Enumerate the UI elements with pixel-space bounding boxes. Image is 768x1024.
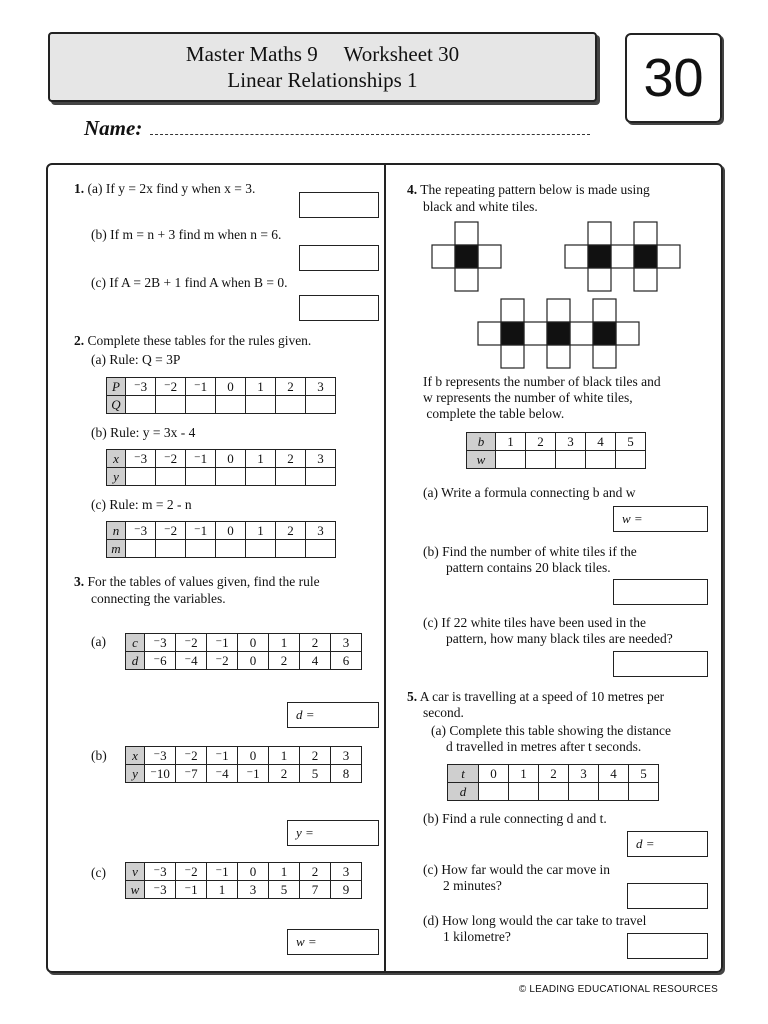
- table-row: [126, 881, 362, 899]
- table-cell: 1: [246, 522, 276, 540]
- table-row: [448, 765, 659, 783]
- blank-cell[interactable]: [306, 540, 336, 558]
- table-cell: 3: [556, 433, 586, 451]
- table-row: [107, 540, 336, 558]
- table-cell: y: [126, 765, 145, 783]
- table-cell: 1: [509, 765, 539, 783]
- q3-c-table: [125, 862, 362, 899]
- table-cell: 2: [276, 450, 306, 468]
- table-row: [126, 765, 362, 783]
- table-cell: 2: [526, 433, 556, 451]
- table-cell: ⁻1: [207, 863, 238, 881]
- table-cell: P: [107, 378, 126, 396]
- blank-cell[interactable]: [586, 451, 616, 469]
- table-cell: w: [126, 881, 145, 899]
- blank-cell[interactable]: [276, 540, 306, 558]
- q3-a-label: (a): [91, 634, 106, 649]
- q2-b-rule: (b) Rule: y = 3x - 4: [91, 425, 196, 440]
- q3-b-answer-box[interactable]: y =: [287, 820, 379, 846]
- q4-c-answer-box[interactable]: [613, 651, 708, 677]
- worksheet-subtitle: Linear Relationships 1: [227, 68, 418, 92]
- table-cell: d: [126, 652, 145, 670]
- table-cell: 5: [629, 765, 659, 783]
- q4-intro-line1: The repeating pattern below is made using: [420, 182, 650, 197]
- table-cell: ⁻3: [145, 881, 176, 899]
- q4-b-text-line1: (b) Find the number of white tiles if the: [423, 544, 637, 559]
- table-cell: 1: [207, 881, 238, 899]
- table-cell: x: [126, 747, 145, 765]
- table-cell: 3: [331, 634, 362, 652]
- q4-c-text-line2: pattern, how many black tiles are needed?: [446, 631, 673, 646]
- table-cell: c: [126, 634, 145, 652]
- blank-cell[interactable]: [216, 468, 246, 486]
- table-cell: ⁻3: [145, 863, 176, 881]
- table-cell: 8: [331, 765, 362, 783]
- q3-b-table-wrap: [125, 746, 362, 783]
- table-cell: 2: [269, 652, 300, 670]
- table-cell: 3: [331, 747, 362, 765]
- table-cell: ⁻2: [176, 634, 207, 652]
- table-cell: ⁻1: [186, 378, 216, 396]
- blank-cell[interactable]: [556, 451, 586, 469]
- table-cell: 1: [269, 863, 300, 881]
- q3-intro-line2: connecting the variables.: [91, 591, 226, 606]
- q3-c-label: (c): [91, 865, 106, 880]
- blank-cell[interactable]: [246, 540, 276, 558]
- table-row: [448, 783, 659, 801]
- blank-cell[interactable]: [306, 468, 336, 486]
- blank-cell[interactable]: [599, 783, 629, 801]
- table-cell: 0: [238, 747, 269, 765]
- q1-b-text: (b) If m = n + 3 find m when n = 6.: [91, 227, 282, 242]
- table-cell: 2: [276, 522, 306, 540]
- q3-intro: [74, 574, 320, 590]
- table-cell: x: [107, 450, 126, 468]
- table-cell: ⁻2: [156, 450, 186, 468]
- table-cell: ⁻3: [126, 450, 156, 468]
- q4-a-answer-box[interactable]: w =: [613, 506, 708, 532]
- q4-text-line1: If b represents the number of black tiles and: [423, 374, 661, 389]
- table-cell: 3: [306, 450, 336, 468]
- table-cell: ⁻3: [145, 747, 176, 765]
- name-label: Name:: [84, 116, 143, 140]
- table-row: [107, 450, 336, 468]
- q1-c-text: (c) If A = 2B + 1 find A when B = 0.: [91, 275, 288, 290]
- table-cell: 4: [599, 765, 629, 783]
- q3-a-table-wrap: [125, 633, 362, 670]
- table-cell: 2: [300, 747, 331, 765]
- q3-intro-line1: For the tables of values given, find the rule: [87, 574, 320, 589]
- q4-text-line3: complete the table below.: [423, 406, 565, 421]
- tile-pattern-2: [565, 222, 680, 291]
- q5-c-text-line1: (c) How far would the car move in: [423, 862, 611, 877]
- q2-number: 2.: [74, 333, 85, 348]
- q4-b-text-line2: pattern contains 20 black tiles.: [446, 560, 611, 575]
- table-cell: 6: [331, 652, 362, 670]
- table-cell: 3: [569, 765, 599, 783]
- worksheet-number: 30: [625, 33, 722, 123]
- table-cell: ⁻7: [176, 765, 207, 783]
- blank-cell[interactable]: [496, 451, 526, 469]
- table-cell: ⁻1: [186, 522, 216, 540]
- q4-table: [466, 432, 646, 469]
- blank-cell[interactable]: [479, 783, 509, 801]
- table-cell: 0: [216, 522, 246, 540]
- table-cell: 2: [269, 765, 300, 783]
- table-cell: 2: [276, 378, 306, 396]
- q3-a-answer-box[interactable]: d =: [287, 702, 379, 728]
- q5-intro-line1: A car is travelling at a speed of 10 metres per: [419, 689, 665, 704]
- q2-intro-text: Complete these tables for the rules given.: [87, 333, 312, 348]
- table-cell: y: [107, 468, 126, 486]
- blank-cell[interactable]: [276, 468, 306, 486]
- blank-cell[interactable]: [216, 540, 246, 558]
- q2-b-table-wrap: [106, 449, 336, 486]
- table-cell: 1: [496, 433, 526, 451]
- table-row: [467, 433, 646, 451]
- q2-c-rule: (c) Rule: m = 2 - n: [91, 497, 192, 512]
- blank-cell[interactable]: [616, 451, 646, 469]
- table-cell: 1: [269, 747, 300, 765]
- table-cell: ⁻1: [238, 765, 269, 783]
- blank-cell[interactable]: [186, 540, 216, 558]
- table-cell: Q: [107, 396, 126, 414]
- q2-b-table: [106, 449, 336, 486]
- table-cell: ⁻4: [207, 765, 238, 783]
- table-cell: 0: [216, 378, 246, 396]
- q5-table-wrap: [447, 764, 659, 801]
- table-cell: 0: [238, 634, 269, 652]
- table-cell: ⁻2: [156, 378, 186, 396]
- table-cell: 0: [216, 450, 246, 468]
- table-cell: 0: [479, 765, 509, 783]
- table-cell: 5: [269, 881, 300, 899]
- tile-pattern-figure: [0, 0, 768, 400]
- blank-cell[interactable]: [246, 468, 276, 486]
- table-cell: 0: [238, 652, 269, 670]
- q5-table: [447, 764, 659, 801]
- table-row: [126, 863, 362, 881]
- table-cell: 7: [300, 881, 331, 899]
- q2-c-table: [106, 521, 336, 558]
- table-cell: 3: [306, 378, 336, 396]
- table-cell: 1: [246, 378, 276, 396]
- blank-cell[interactable]: [629, 783, 659, 801]
- table-cell: ⁻1: [207, 634, 238, 652]
- q5-d-text-line2: 1 kilometre?: [443, 929, 511, 944]
- q5-a-text-line1: (a) Complete this table showing the distance: [431, 723, 671, 738]
- q4-a-text: (a) Write a formula connecting b and w: [423, 485, 636, 500]
- blank-cell[interactable]: [156, 468, 186, 486]
- table-row: [126, 652, 362, 670]
- table-row: [126, 634, 362, 652]
- q3-number: 3.: [74, 574, 85, 589]
- table-row: [467, 451, 646, 469]
- table-cell: b: [467, 433, 496, 451]
- table-cell: 5: [616, 433, 646, 451]
- table-cell: 1: [246, 450, 276, 468]
- q1-number: 1.: [74, 181, 85, 196]
- table-cell: ⁻1: [207, 747, 238, 765]
- blank-cell[interactable]: [186, 468, 216, 486]
- table-cell: v: [126, 863, 145, 881]
- copyright-footer: © LEADING EDUCATIONAL RESOURCES: [518, 984, 718, 995]
- table-cell: 5: [300, 765, 331, 783]
- q3-c-table-wrap: [125, 862, 362, 899]
- table-cell: ⁻3: [126, 378, 156, 396]
- q5-d-answer-box[interactable]: [627, 933, 708, 959]
- q4-text-line2: w represents the number of white tiles,: [423, 390, 633, 405]
- q3-c-answer-box[interactable]: w =: [287, 929, 379, 955]
- table-cell: ⁻2: [176, 863, 207, 881]
- q5-c-text-line2: 2 minutes?: [443, 878, 502, 893]
- table-cell: 3: [238, 881, 269, 899]
- table-cell: 1: [269, 634, 300, 652]
- table-cell: 4: [300, 652, 331, 670]
- table-cell: ⁻1: [176, 881, 207, 899]
- worksheet-title: Master Maths 9 Worksheet 30: [185, 42, 460, 66]
- table-cell: ⁻6: [145, 652, 176, 670]
- q2-c-table-wrap: [106, 521, 336, 558]
- blank-cell[interactable]: [126, 468, 156, 486]
- table-cell: n: [107, 522, 126, 540]
- q4-b-answer-box[interactable]: [613, 579, 708, 605]
- blank-cell[interactable]: [526, 451, 556, 469]
- table-row: [126, 747, 362, 765]
- table-cell: d: [448, 783, 479, 801]
- q3-b-label: (b): [91, 748, 107, 763]
- q5-b-text: (b) Find a rule connecting d and t.: [423, 811, 607, 826]
- q5-b-answer-box[interactable]: d =: [627, 831, 708, 857]
- q2-a-rule: (a) Rule: Q = 3P: [91, 352, 181, 367]
- q4-intro-line2: black and white tiles.: [423, 199, 538, 214]
- table-cell: t: [448, 765, 479, 783]
- table-cell: ⁻3: [126, 522, 156, 540]
- blank-cell[interactable]: [156, 540, 186, 558]
- table-cell: ⁻4: [176, 652, 207, 670]
- table-cell: ⁻1: [186, 450, 216, 468]
- tile-pattern-1: [432, 222, 501, 291]
- table-cell: 3: [331, 863, 362, 881]
- q3-b-table: [125, 746, 362, 783]
- table-cell: 9: [331, 881, 362, 899]
- tile-pattern-3: [478, 299, 639, 368]
- table-cell: m: [107, 540, 126, 558]
- q4-number: 4.: [407, 182, 418, 197]
- q3-a-table: [125, 633, 362, 670]
- q5-a-text-line2: d travelled in metres after t seconds.: [446, 739, 642, 754]
- blank-cell[interactable]: [569, 783, 599, 801]
- table-cell: 2: [300, 634, 331, 652]
- table-cell: 3: [306, 522, 336, 540]
- blank-cell[interactable]: [126, 540, 156, 558]
- q5-number: 5.: [407, 689, 418, 704]
- q5-c-answer-box[interactable]: [627, 883, 708, 909]
- blank-cell[interactable]: [539, 783, 569, 801]
- table-cell: ⁻10: [145, 765, 176, 783]
- table-cell: 2: [300, 863, 331, 881]
- table-cell: ⁻2: [176, 747, 207, 765]
- table-row: [107, 468, 336, 486]
- table-cell: ⁻2: [207, 652, 238, 670]
- table-cell: 4: [586, 433, 616, 451]
- table-cell: 0: [238, 863, 269, 881]
- q4-table-wrap: [466, 432, 646, 469]
- q1-a-label: (a) If y = 2x find y when x = 3.: [87, 181, 256, 196]
- q5-intro: [407, 689, 664, 705]
- q5-d-text-line1: (d) How long would the car take to travel: [423, 913, 647, 928]
- table-cell: w: [467, 451, 496, 469]
- blank-cell[interactable]: [509, 783, 539, 801]
- table-row: [107, 522, 336, 540]
- table-cell: 2: [539, 765, 569, 783]
- q5-intro-line2: second.: [423, 705, 464, 720]
- table-cell: ⁻3: [145, 634, 176, 652]
- table-cell: ⁻2: [156, 522, 186, 540]
- q4-c-text-line1: (c) If 22 white tiles have been used in the: [423, 615, 647, 630]
